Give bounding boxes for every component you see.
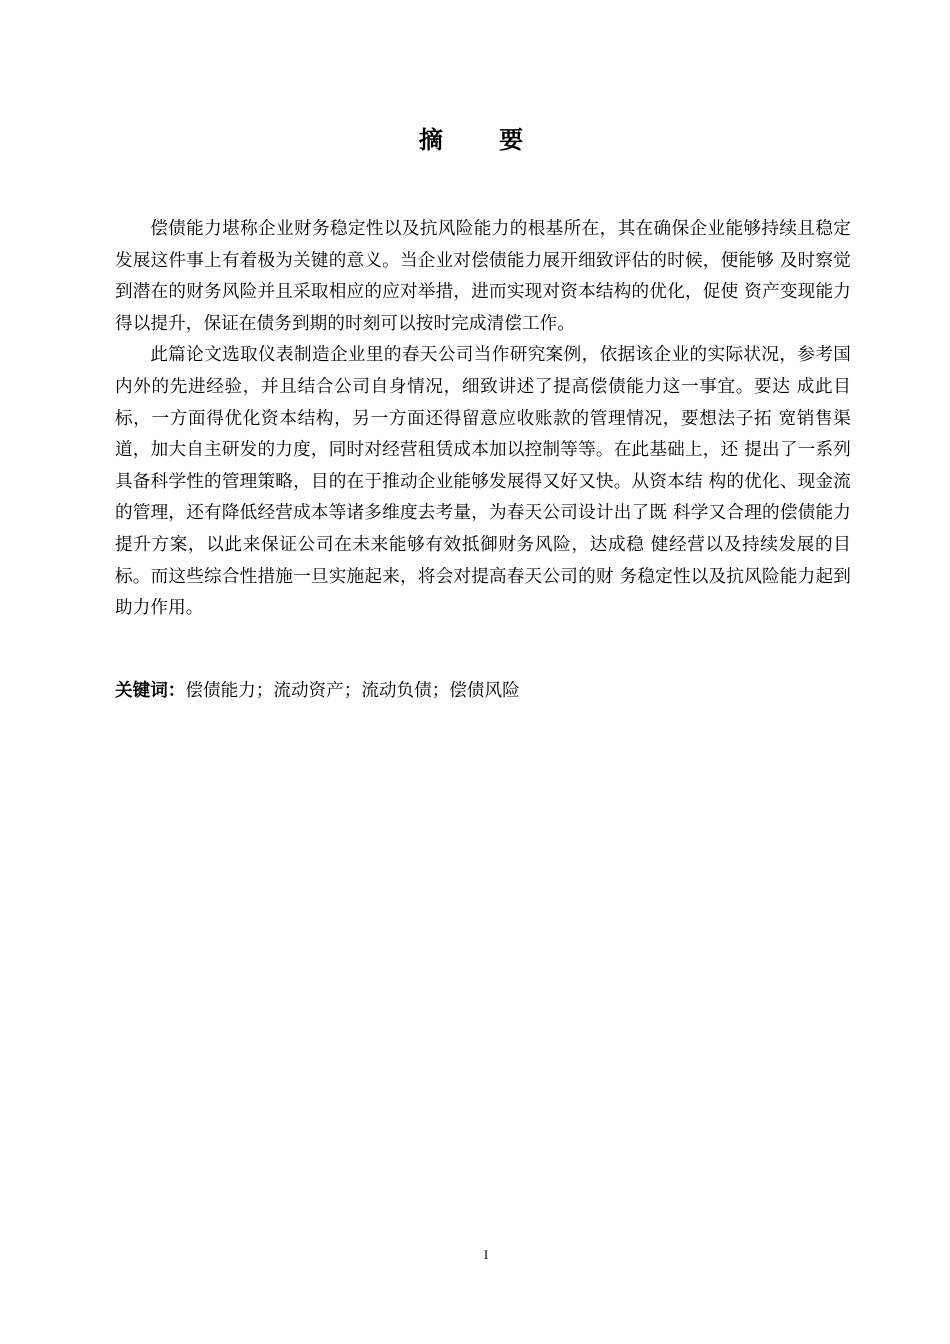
keywords-text: 偿债能力；流动资产；流动负债；偿债风险	[185, 681, 520, 701]
keywords-line	[115, 676, 851, 708]
abstract-paragraph-1: 偿债能力堪称企业财务稳定性以及抗风险能力的根基所在，其在确保企业能够持续且稳定发展这件事上有着极为关键的意义。当企业对偿债能力展开细致评估的时候，便能够 及时察觉到潜在的财务风险并且采取相应的应对举措，进而实现对资本结构的优化，促使 资产变现能力得以提升，保证在债务到期的时刻可以按时完成清偿工作。	[115, 219, 851, 334]
page-number: I	[483, 1247, 489, 1262]
page-title: 摘 要	[418, 126, 548, 154]
keywords-label: 关键词：	[115, 681, 186, 701]
abstract-paragraph-2: 此篇论文选取仪表制造企业里的春天公司当作研究案例，依据该企业的实际状况，参考国内外的先进经验，并且结合公司自身情况，细致讲述了提高偿债能力这一事宜。要达 成此目标，一方面得优化资本结构，另一方面还得留意应收账款的管理情况，要想法子拓 宽销售渠道，加大自主研发的力度，同时对经营租赁成本加以控制等等。在此基础上，还 提出了一系列具备科学性的管理策略，目的在于推动企业能够发展得又好又快。从资本结 构的优化、现金流的管理，还有降低经营成本等诸多维度去考量，为春天公司设计出了既 科学又合理的偿债能力提升方案，以此来保证公司在未来能够有效抵御财务风险，达成稳 健经营以及持续发展的目标。而这些综合性措施一旦实施起来，将会对提高春天公司的财 务稳定性以及抗风险能力起到助力作用。	[115, 345, 851, 619]
abstract-body	[115, 214, 851, 625]
